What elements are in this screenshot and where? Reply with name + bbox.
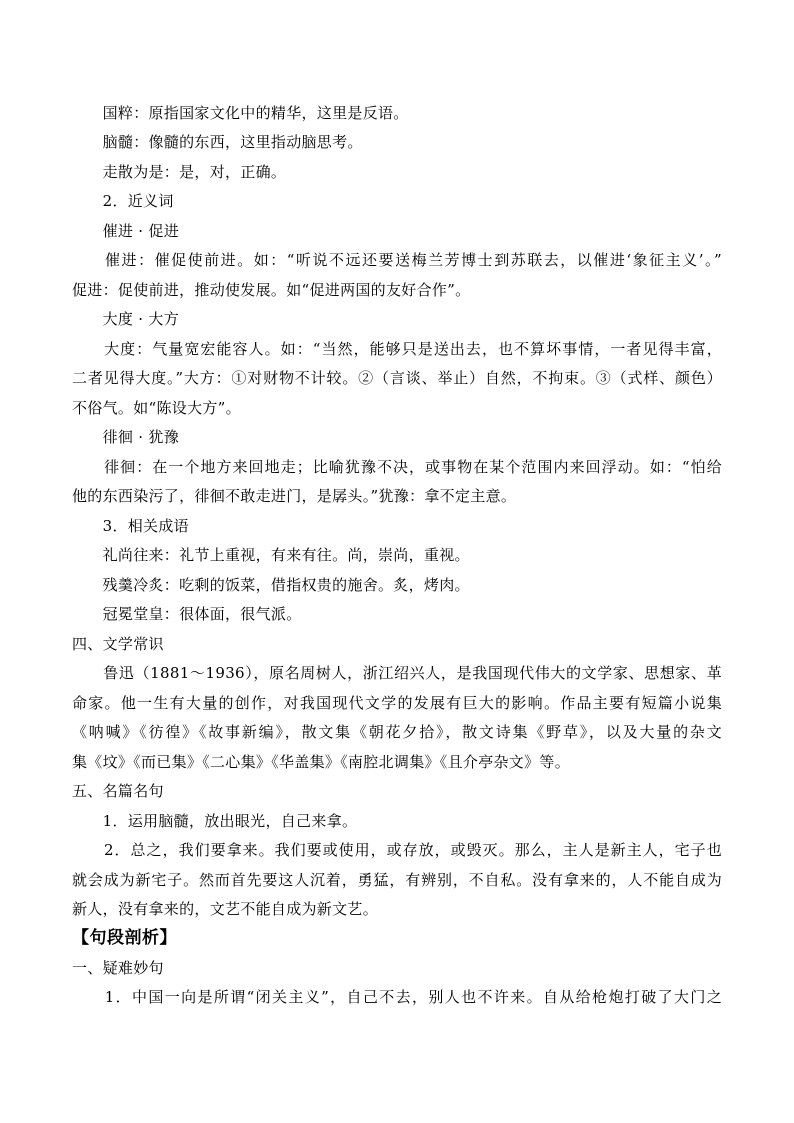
text-line: 命家。他一生有大量的创作，对我国现代文学的发展有巨大的影响。作品主要有短篇小说集 xyxy=(72,694,722,712)
text-line: 3．相关成语 xyxy=(72,517,189,535)
text-line: 大度：气量宽宏能容人。如：“当然，能够只是送出去，也不算坏事情，一者见得丰富， xyxy=(72,340,722,358)
text-line: 促进：促使前进，推动使发展。如“促进两国的友好合作”。 xyxy=(72,281,471,299)
text-line: 新人，没有拿来的，文艺不能自成为新文艺。 xyxy=(72,900,379,918)
text-line: 催进 · 促进 xyxy=(72,222,180,240)
text-line: 催进：催促使前进。如：“听说不远还要送梅兰芳博士到苏联去，以催进‘象征主义’。” xyxy=(72,251,722,269)
text-line: 《呐喊》《彷徨》《故事新编》，散文集《朝花夕拾》，散文诗集《野草》，以及大量的杂文 xyxy=(72,723,722,741)
text-line: 1．中国一向是所谓“闭关主义”，自己不去，别人也不许来。自从给枪炮打破了大门之 xyxy=(72,988,722,1006)
text-line: 2．近义词 xyxy=(72,192,174,210)
text-line: 残羹冷炙：吃剩的饭菜，借指权贵的施舍。炙，烤肉。 xyxy=(72,576,470,594)
text-line: 徘徊 · 犹豫 xyxy=(72,428,180,446)
bold-section-title: 【句段剖析】 xyxy=(72,928,177,948)
text-line: 集《坟》《而已集》《二心集》《华盖集》《南腔北调集》《且介亭杂文》等。 xyxy=(72,753,571,771)
text-line: 礼尚往来：礼节上重视，有来有往。尚，崇尚，重视。 xyxy=(72,546,470,564)
text-line: 2．总之，我们要拿来。我们要或使用，或存放，或毁灭。那么，主人是新主人，宅子也 xyxy=(72,841,722,859)
text-line: 他的东西染污了，徘徊不敢走进门，是孱头。”犹豫：拿不定主意。 xyxy=(72,487,517,505)
text-line: 徘徊：在一个地方来回地走；比喻犹豫不决，或事物在某个范围内来回浮动。如：“怕给 xyxy=(72,458,722,476)
text-line: 大度 · 大方 xyxy=(72,310,180,328)
text-line: 不俗气。如“陈设大方”。 xyxy=(72,399,241,417)
text-line: 就会成为新宅子。然而首先要这人沉着，勇猛，有辨别，不自私。没有拿来的，人不能自成为 xyxy=(72,871,722,889)
section-heading: 五、名篇名句 xyxy=(72,782,164,800)
text-line: 冠冕堂皇：很体面，很气派。 xyxy=(72,605,302,623)
text-line: 国粹：原指国家文化中的精华，这里是反语。 xyxy=(72,104,409,122)
text-line: 脑髓：像髓的东西，这里指动脑思考。 xyxy=(72,133,363,151)
text-line: 二者见得大度。”大方：①对财物不计较。②（言谈、举止）自然，不拘束。③（式样、颜色） xyxy=(72,369,722,387)
section-heading: 一、疑难妙句 xyxy=(72,959,164,977)
text-line: 走散为是：是，对，正确。 xyxy=(72,163,287,181)
text-line: 鲁迅（1881～1936），原名周树人，浙江绍兴人，是我国现代伟大的文学家、思想家、革 xyxy=(72,664,722,682)
text-line: 1．运用脑髓，放出眼光，自己来拿。 xyxy=(72,812,358,830)
section-heading: 四、文学常识 xyxy=(72,635,164,653)
